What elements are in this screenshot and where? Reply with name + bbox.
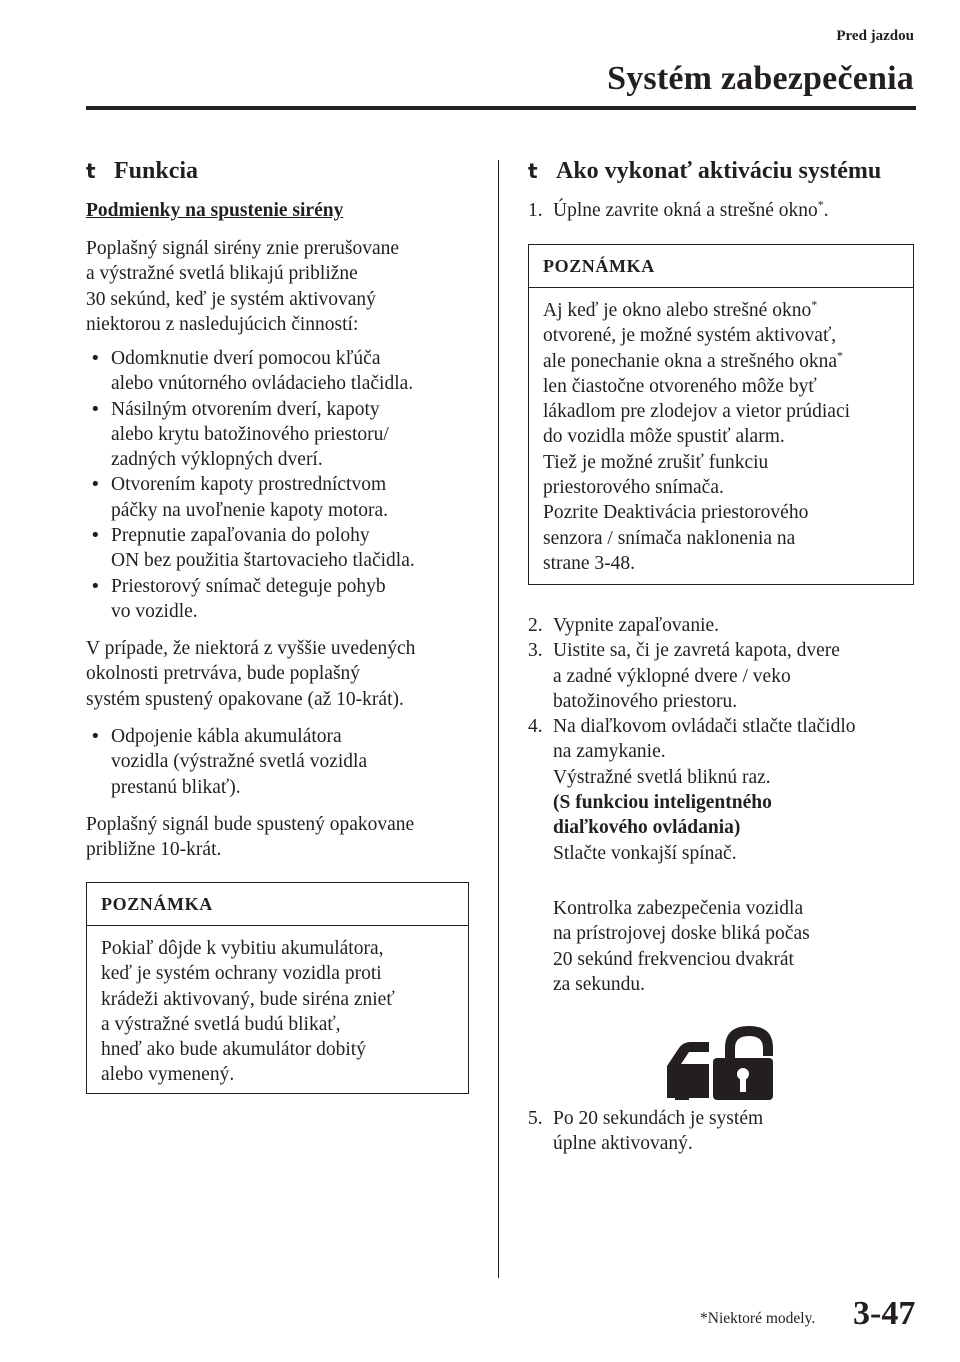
text-line: • Priestorový snímač deteguje pohyb [111, 575, 386, 597]
text-line: • Odpojenie kábla akumulátora [111, 726, 342, 747]
text-line: (S funkciou inteligentného [553, 792, 772, 814]
heading-text: Ako vykonať aktiváciu systému [556, 158, 882, 184]
text-line: len čiastočne otvoreného môže byť [543, 375, 817, 397]
section-label: Pred jazdou [836, 28, 914, 44]
text-line: a výstražné svetlá blikajú približne [86, 263, 358, 285]
text-line: ON bez použitia štartovacieho tlačidla. [111, 550, 415, 572]
list-item [86, 724, 496, 800]
text-line: Pokiaľ dôjde k vybitiu akumulátora, [101, 938, 384, 959]
note-text: Aj keď je okno alebo strešné okno [543, 300, 812, 321]
page-number: 3-47 [853, 1295, 916, 1332]
text-line: Vypnite zapaľovanie. [553, 615, 720, 636]
step-number: 3. [528, 640, 543, 662]
text-line: keď je systém ochrany vozidla proti [101, 963, 382, 985]
text-line: systém spustený opakovane (až 10-krát). [86, 688, 404, 710]
note-title: POZNÁMKA [87, 883, 468, 926]
heading-function [86, 157, 198, 185]
indicator-paragraph [553, 896, 918, 997]
list-item [528, 638, 918, 714]
text-line: • Násilným otvorením dverí, kapoty [111, 398, 380, 420]
text-line: krádeži aktivovaný, bude siréna znieť [101, 988, 395, 1010]
list-item [528, 1106, 918, 1157]
note-title: POZNÁMKA [529, 245, 913, 288]
security-indicator-icon [661, 1022, 777, 1100]
text-line: vozidla (výstražné svetlá vozidla [111, 751, 368, 773]
note-box-battery [86, 882, 469, 1094]
footnote: *Niektoré modely. [700, 1310, 816, 1327]
text-line: páčky na uvoľnenie kapoty motora. [111, 499, 389, 521]
text-line: 30 sekúnd, keď je systém aktivovaný [86, 288, 376, 310]
text-line: na zamykanie. [553, 741, 666, 763]
note-box-windows [528, 244, 914, 585]
text-line: alebo vymenený. [101, 1064, 235, 1086]
text-line [543, 349, 899, 374]
step-1 [528, 198, 918, 223]
text-line: senzora / snímača naklonenia na [543, 527, 796, 549]
note-text: ale ponechanie okna a strešného okna [543, 350, 838, 372]
text-line: Na diaľkovom ovládači stlačte tlačidlo [553, 716, 856, 738]
text-line: niektorou z nasledujúcich činností: [86, 313, 359, 335]
text-line: približne 10-krát. [86, 839, 222, 861]
list-item [86, 472, 496, 523]
note-body [87, 926, 468, 1098]
text-line [553, 198, 918, 223]
text-line: zadných výklopných dverí. [111, 449, 323, 471]
step-text: Úplne zavrite okná a strešné okno [553, 200, 818, 221]
text-line: strane 3-48. [543, 552, 636, 574]
text-line: Stlačte vonkajší spínač. [553, 842, 737, 864]
step-number: 2. [528, 615, 543, 636]
text-line: batožinového priestoru. [553, 690, 738, 712]
text-line: priestorového snímača. [543, 477, 724, 499]
text-line: prestanú blikať). [111, 776, 241, 798]
repeat-paragraph [86, 636, 496, 712]
text-line: na prístrojovej doske bliká počas [553, 923, 810, 945]
text-line: vo vozidle. [111, 600, 198, 622]
step-5 [528, 1106, 918, 1157]
footnote-marker: * [811, 297, 818, 312]
step-punctuation: . [823, 200, 829, 221]
text-line: Po 20 sekundách je systém [553, 1108, 764, 1129]
text-line: Uistite sa, či je zavretá kapota, dvere [553, 640, 840, 662]
text-line: okolnosti pretrváva, bude poplašný [86, 663, 361, 685]
text-line: lákadlom pre zlodejov a vietor prúdiaci [543, 401, 851, 423]
chapter-title: Systém zabezpečenia [607, 60, 914, 97]
list-item [86, 346, 496, 397]
footnote-marker: * [837, 348, 844, 363]
list-item [528, 714, 918, 866]
heading-activation [528, 157, 881, 185]
subheading-siren-conditions: Podmienky na spustenie sirény [86, 200, 344, 221]
step-number: 1. [528, 200, 543, 221]
text-line: hneď ako bude akumulátor dobitý [101, 1039, 366, 1061]
battery-list [86, 724, 496, 800]
text-line: do vozidla môže spustiť alarm. [543, 426, 785, 448]
text-line: a zadné výklopné dvere / veko [553, 665, 791, 687]
column-divider [498, 160, 499, 1278]
text-line: za sekundu. [553, 973, 646, 995]
text-line: otvorené, je možné systém aktivovať, [543, 325, 837, 347]
intro-paragraph [86, 236, 486, 337]
text-line: Výstražné svetlá bliknú raz. [553, 766, 771, 788]
steps-2-4 [528, 613, 918, 866]
trigger-list [86, 346, 496, 624]
heading-text: Funkcia [114, 158, 199, 184]
list-item [86, 397, 496, 473]
header-rule [86, 106, 916, 110]
text-line: V prípade, že niektorá z vyššie uvedených [86, 638, 416, 659]
closing-paragraph [86, 812, 496, 863]
step-number: 4. [528, 716, 543, 738]
note-body [529, 288, 913, 586]
text-line: • Odomknutie dverí pomocou kľúča [111, 348, 381, 369]
text-line: • Otvorením kapoty prostredníctvom [111, 474, 387, 496]
text-line: alebo krytu batožinového priestoru/ [111, 423, 389, 445]
text-line: 20 sekúnd frekvenciou dvakrát [553, 948, 794, 970]
text-line: Tiež je možné zrušiť funkciu [543, 451, 769, 473]
text-line: Kontrolka zabezpečenia vozidla [553, 898, 804, 919]
text-line: úplne aktivovaný. [553, 1133, 693, 1155]
footnote-marker: * [817, 197, 824, 212]
text-line: Poplašný signál sirény znie prerušovane [86, 238, 400, 259]
text-line: • Prepnutie zapaľovania do polohy [111, 525, 370, 547]
list-item [528, 613, 918, 638]
list-item [86, 523, 496, 574]
section-marker-icon: t [86, 159, 96, 183]
step-number: 5. [528, 1108, 543, 1129]
text-line: diaľkového ovládania) [553, 817, 741, 839]
text-line: alebo vnútorného ovládacieho tlačidla. [111, 373, 414, 395]
text-line [543, 298, 899, 323]
text-line: Pozrite Deaktivácia priestorového [543, 502, 809, 524]
section-marker-icon: t [528, 159, 538, 183]
list-item [528, 198, 918, 223]
text-line: Poplašný signál bude spustený opakovane [86, 814, 415, 835]
text-line: a výstražné svetlá budú blikať, [101, 1013, 341, 1035]
list-item [86, 574, 496, 625]
